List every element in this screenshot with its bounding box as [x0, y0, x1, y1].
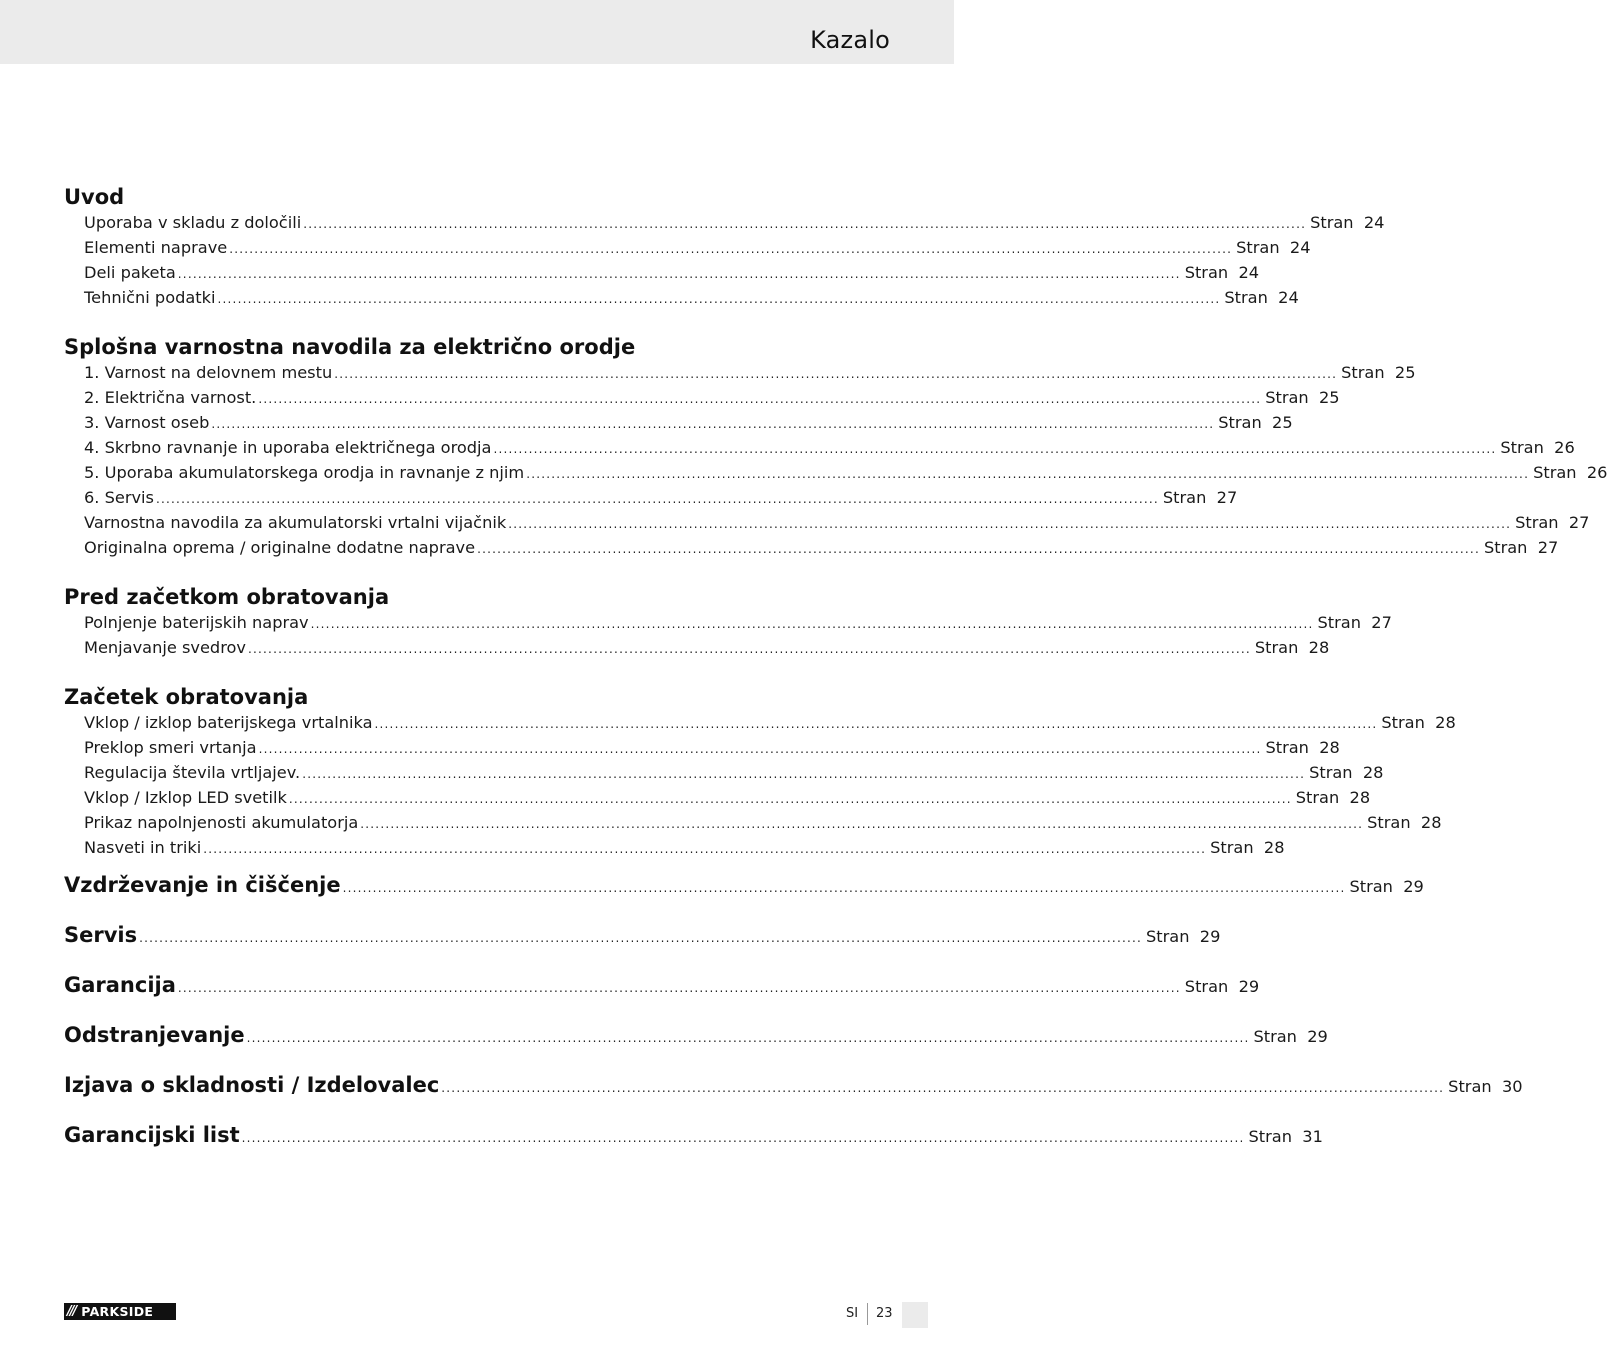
leader-dots: ........................................................................................................................................................................................................: [139, 931, 1143, 945]
toc-main-entry[interactable]: [64, 960, 1260, 1010]
leader-dots: ........................................................................................................................................................................................................: [302, 767, 1306, 781]
entry-page: Stran 28: [1254, 638, 1330, 657]
entry-page: Stran 28: [1295, 788, 1371, 807]
leader-dots: ........................................................................................................................................................................................................: [374, 717, 1378, 731]
leader-dots: ........................................................................................................................................................................................................: [360, 817, 1364, 831]
leader-dots: ........................................................................................................................................................................................................: [177, 981, 1181, 995]
logo-text: PARKSIDE: [81, 1304, 154, 1319]
entry-page: Stran 27: [1317, 613, 1392, 632]
leader-dots: ........................................................................................................................................................................................................: [526, 467, 1530, 481]
section-heading: Uvod: [64, 185, 125, 209]
leader-dots: ........................................................................................................................................................................................................: [248, 642, 1251, 656]
toc-main-entry[interactable]: [64, 1060, 1523, 1110]
toc-main-entry[interactable]: [64, 860, 1424, 910]
toc-section-uvod: [64, 185, 1385, 310]
toc-entry[interactable]: [64, 235, 1311, 260]
toc-main-entry[interactable]: [64, 1110, 1323, 1160]
entry-label: Originalna oprema / originalne dodatne naprave: [84, 538, 476, 557]
toc-entry[interactable]: [64, 785, 1371, 810]
table-of-contents: [64, 185, 1607, 1160]
entry-page: Stran 25: [1218, 413, 1293, 432]
entry-page: Stran 29: [1349, 877, 1424, 896]
entry-page: Stran 27: [1162, 488, 1238, 507]
footer-tab-marker: [902, 1302, 928, 1328]
entry-page: Stran 28: [1367, 813, 1442, 832]
entry-label: Vklop / izklop baterijskega vrtalnika: [84, 713, 373, 732]
section-heading: Začetek obratovanja: [64, 685, 309, 709]
parkside-logo: [64, 1303, 176, 1320]
entry-page: Stran 27: [1483, 538, 1559, 557]
leader-dots: ........................................................................................................................................................................................................: [477, 542, 1480, 556]
entry-page: Stran 26: [1500, 438, 1575, 457]
toc-entry[interactable]: [64, 410, 1293, 435]
entry-label: Menjavanje svedrov: [84, 638, 246, 657]
toc-entry[interactable]: [64, 285, 1299, 310]
entry-page: Stran 28: [1265, 738, 1340, 757]
entry-page: Stran 29: [1184, 977, 1260, 996]
leader-dots: ........................................................................................................................................................................................................: [342, 881, 1346, 895]
entry-label: Nasveti in triki: [84, 838, 202, 857]
leader-dots: ........................................................................................................................................................................................................: [493, 442, 1497, 456]
page-title: Kazalo: [810, 26, 890, 54]
entry-page: Stran 29: [1253, 1027, 1328, 1046]
logo-stripes-icon: ///: [67, 1304, 76, 1319]
leader-dots: ........................................................................................................................................................................................................: [241, 1131, 1245, 1145]
spacer: [64, 660, 889, 685]
toc-entry[interactable]: [64, 535, 1559, 560]
entry-page: Stran 31: [1248, 1127, 1323, 1146]
leader-dots: ........................................................................................................................................................................................................: [334, 367, 1338, 381]
leader-dots: ........................................................................................................................................................................................................: [217, 292, 1221, 306]
leader-dots: ........................................................................................................................................................................................................: [508, 517, 1512, 531]
spacer: [64, 310, 889, 335]
entry-label: Deli paketa: [84, 263, 176, 282]
page-number: 23: [876, 1306, 893, 1321]
leader-dots: ........................................................................................................................................................................................................: [288, 792, 1292, 806]
entry-page: Stran 24: [1224, 288, 1299, 307]
entry-page: Stran 28: [1309, 763, 1384, 782]
toc-entry[interactable]: [64, 385, 1340, 410]
leader-dots: ........................................................................................................................................................................................................: [441, 1081, 1445, 1095]
entry-page: Stran 28: [1381, 713, 1456, 732]
section-heading: Pred začetkom obratovanja: [64, 585, 390, 609]
entry-label: 5. Uporaba akumulatorskega orodja in ravnanje z njim: [84, 463, 525, 482]
toc-entry[interactable]: [64, 810, 1442, 835]
toc-entry[interactable]: [64, 435, 1575, 460]
toc-entry[interactable]: [64, 610, 1392, 635]
entry-label: 3. Varnost oseb: [84, 413, 210, 432]
leader-dots: ........................................................................................................................................................................................................: [303, 217, 1307, 231]
language-code: SI: [846, 1306, 859, 1321]
toc-entry[interactable]: [64, 460, 1607, 485]
entry-label: Garancijski list: [64, 1123, 240, 1147]
leader-dots: ........................................................................................................................................................................................................: [156, 492, 1159, 506]
leader-dots: ........................................................................................................................................................................................................: [258, 742, 1262, 756]
leader-dots: ........................................................................................................................................................................................................: [203, 842, 1207, 856]
entry-label: Uporaba v skladu z določili: [84, 213, 302, 232]
toc-main-entry[interactable]: [64, 1010, 1328, 1060]
toc-entry[interactable]: [64, 710, 1456, 735]
entry-label: Vzdrževanje in čiščenje: [64, 873, 341, 897]
toc-entry[interactable]: [64, 260, 1260, 285]
entry-label: Prikaz napolnjenosti akumulatorja: [84, 813, 359, 832]
entry-page: Stran 29: [1146, 927, 1221, 946]
entry-label: Elementi naprave: [84, 238, 228, 257]
leader-dots: ........................................................................................................................................................................................................: [211, 417, 1215, 431]
section-heading: Splošna varnostna navodila za električno orodje: [64, 335, 636, 359]
toc-section-operation: [64, 685, 1456, 860]
entry-label: 4. Skrbno ravnanje in uporaba električnega orodja: [84, 438, 492, 457]
entry-page: Stran 24: [1310, 213, 1385, 232]
entry-label: Odstranjevanje: [64, 1023, 245, 1047]
toc-main-entry[interactable]: [64, 910, 1221, 960]
toc-entry[interactable]: [64, 510, 1590, 535]
toc-entry[interactable]: [64, 735, 1340, 760]
toc-entry[interactable]: [64, 485, 1238, 510]
entry-label: 2. Električna varnost.: [84, 388, 257, 407]
toc-entry[interactable]: [64, 635, 1330, 660]
leader-dots: ........................................................................................................................................................................................................: [229, 242, 1233, 256]
toc-entry[interactable]: [64, 360, 1416, 385]
entry-label: Garancija: [64, 973, 176, 997]
toc-section-safety: [64, 335, 1607, 560]
toc-section-before-operation: [64, 585, 1392, 660]
entry-label: Regulacija števila vrtljajev.: [84, 763, 301, 782]
leader-dots: ........................................................................................................................................................................................................: [310, 617, 1314, 631]
entry-page: Stran 25: [1265, 388, 1340, 407]
entry-page: Stran 26: [1533, 463, 1607, 482]
leader-dots: ........................................................................................................................................................................................................: [258, 392, 1262, 406]
spacer: [64, 560, 889, 585]
entry-label: Servis: [64, 923, 138, 947]
entry-page: Stran 25: [1341, 363, 1416, 382]
entry-label: Varnostna navodila za akumulatorski vrtalni vijačnik: [84, 513, 507, 532]
entry-page: Stran 28: [1210, 838, 1285, 857]
entry-label: 6. Servis: [84, 488, 154, 507]
toc-entry[interactable]: [64, 210, 1385, 235]
entry-label: Polnjenje baterijskih naprav: [84, 613, 309, 632]
entry-label: 1. Varnost na delovnem mestu: [84, 363, 333, 382]
leader-dots: ........................................................................................................................................................................................................: [246, 1031, 1250, 1045]
entry-label: Preklop smeri vrtanja: [84, 738, 257, 757]
footer-divider: [867, 1303, 868, 1325]
entry-page: Stran 30: [1448, 1077, 1523, 1096]
entry-label: Tehnični podatki: [84, 288, 216, 307]
leader-dots: ........................................................................................................................................................................................................: [177, 267, 1181, 281]
entry-page: Stran 24: [1236, 238, 1311, 257]
toc-entry[interactable]: [64, 760, 1384, 785]
entry-label: Vklop / Izklop LED svetilk: [84, 788, 287, 807]
entry-label: Izjava o skladnosti / Izdelovalec: [64, 1073, 440, 1097]
entry-page: Stran 27: [1515, 513, 1590, 532]
toc-entry[interactable]: [64, 835, 1285, 860]
entry-page: Stran 24: [1184, 263, 1260, 282]
